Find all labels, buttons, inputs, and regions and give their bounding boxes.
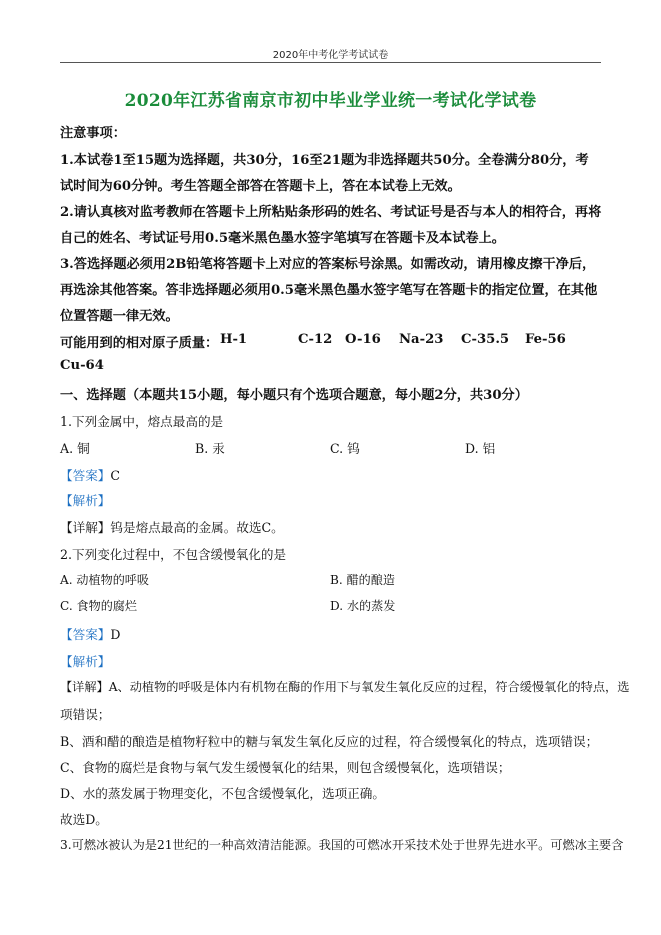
atomic-mass-item: Fe-56 [525, 332, 566, 347]
option-d: D. 水的蒸发 [330, 599, 396, 613]
note-line: 2.请认真核对监考教师在答题卡上所粘贴条形码的姓名、考试证号是否与本人的相符合，再将 [60, 205, 602, 220]
option-a: A. 动植物的呼吸 [60, 573, 149, 587]
header-rule [60, 62, 601, 63]
section-heading: 一、选择题（本题共15小题，每小题只有个选项合题意，每小题2分，共30分） [60, 388, 528, 403]
detail-text: 项错误； [60, 707, 111, 722]
answer-line [60, 465, 120, 484]
detail-text: 【详解】A、动植物的呼吸是体内有机物在酶的作用下与氧发生氧化反应的过程，符合缓慢氧化的特点，选 [60, 680, 630, 694]
atomic-mass-item: O-16 [345, 332, 381, 347]
option-b: B. 汞 [195, 441, 225, 456]
option-d: D. 铝 [465, 441, 496, 456]
detail-text: C、食物的腐烂是食物与氧气发生缓慢氧化的结果，则包含缓慢氧化，选项错误； [60, 760, 511, 775]
question-stem: 2.下列变化过程中，不包含缓慢氧化的是 [60, 547, 287, 562]
notes-heading: 注意事项： [60, 126, 126, 141]
question-stem: 1.下列金属中，熔点最高的是 [60, 414, 224, 429]
note-line: 3.答选择题必须用2B铅笔将答题卡上对应的答案标号涂黑。如需改动，请用橡皮擦干净后， [60, 257, 596, 272]
atomic-mass-item: Cu-64 [60, 358, 104, 373]
answer-tag: 【答案】 [60, 627, 111, 642]
answer-value: C [110, 468, 121, 483]
atomic-mass-item: Na-23 [399, 332, 444, 347]
detail-text: D、水的蒸发属于物理变化，不包含缓慢氧化，选项正确。 [60, 786, 385, 801]
note-line: 位置答题一律无效。 [60, 309, 179, 324]
option-b: B. 醋的酿造 [330, 573, 395, 587]
option-c: C. 食物的腐烂 [60, 599, 137, 613]
option-c: C. 钨 [330, 441, 360, 456]
exam-title: 2020年江苏省南京市初中毕业学业统一考试化学试卷 [124, 91, 537, 111]
atomic-mass-item: C-35.5 [461, 332, 510, 347]
note-line: 再选涂其他答案。答非选择题必须用0.5毫米黑色墨水签字笔写在答题卡的指定位置，在其他 [60, 283, 598, 298]
analysis-tag: 【解析】 [60, 654, 111, 669]
atomic-mass-item: H-1 [220, 332, 248, 347]
note-line: 1.本试卷1至15题为选择题，共30分，16至21题为非选择题共50分。全卷满分80分，考 [60, 153, 589, 168]
answer-value: D [110, 627, 121, 642]
option-a: A. 铜 [60, 441, 90, 456]
analysis-tag: 【解析】 [60, 493, 111, 508]
running-header: 2020年中考化学考试试卷 [272, 50, 389, 61]
detail-text: 【详解】钨是熔点最高的金属。故选C。 [60, 520, 284, 535]
question-stem: 3.可燃冰被认为是21世纪的一种高效清洁能源。我国的可燃冰开采技术处于世界先进水平。可燃冰主要含 [60, 838, 624, 852]
detail-text: 故选D。 [60, 812, 108, 827]
note-line: 试时间为60分钟。考生答题全部答在答题卡上，答在本试卷上无效。 [60, 179, 461, 194]
answer-tag: 【答案】 [60, 468, 111, 483]
atomic-mass-item: C-12 [298, 332, 333, 347]
answer-line [60, 624, 120, 643]
atomic-mass-label: 可能用到的相对原子质量： [60, 336, 219, 351]
note-line: 自己的姓名、考试证号用0.5毫米黑色墨水签字笔填写在答题卡及本试卷上。 [60, 231, 505, 246]
detail-text: B、酒和醋的酿造是植物籽粒中的糖与氧发生氧化反应的过程，符合缓慢氧化的特点，选项错误； [60, 734, 599, 749]
